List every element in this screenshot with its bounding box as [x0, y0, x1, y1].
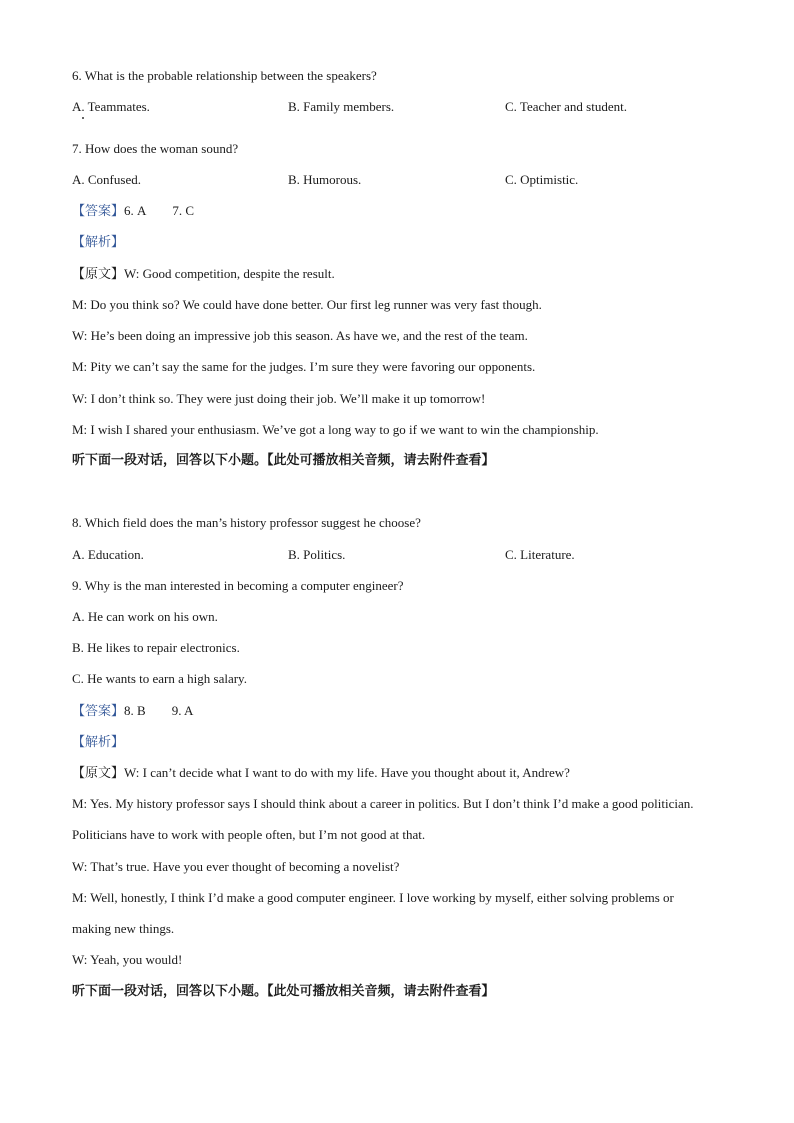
- answer-line-1: [72, 203, 194, 220]
- answer-line-2: [72, 703, 193, 720]
- question-7: 7. How does the woman sound?: [72, 141, 239, 156]
- transcript-1-line-4: M: Pity we can’t say the same for the judges. I’m sure they were favoring our opponents.: [72, 359, 536, 374]
- answer-6: 6. A: [124, 203, 147, 218]
- transcript-2-line-6: making new things.: [72, 921, 175, 936]
- transcript-1-line-3: W: He’s been doing an impressive job this season. As have we, and the rest of the team.: [72, 328, 528, 343]
- analysis-line-2: [72, 734, 124, 751]
- question-6: 6. What is the probable relationship between the speakers?: [72, 68, 377, 83]
- transcript-text: W: I can’t decide what I want to do with my life. Have you thought about it, Andrew?: [124, 765, 570, 780]
- transcript-2-line-4: W: That’s true. Have you ever thought of becoming a novelist?: [72, 859, 400, 874]
- q6-option-c: C. Teacher and student.: [505, 99, 627, 114]
- q7-option-c: C. Optimistic.: [505, 172, 579, 187]
- transcript-2-line-2: M: Yes. My history professor says I should think about a career in politics. But I don’t think I’d make a good politician.: [72, 796, 694, 811]
- question-9: 9. Why is the man interested in becoming a computer engineer?: [72, 578, 404, 593]
- q6-option-a: A. Teammates.: [72, 99, 150, 114]
- q8-option-a: A. Education.: [72, 547, 144, 562]
- answer-8: 8. B: [124, 703, 146, 718]
- question-8: 8. Which field does the man’s history professor suggest he choose?: [72, 515, 421, 530]
- transcript-1-line-6: M: I wish I shared your enthusiasm. We’ve got a long way to go if we want to win the championship.: [72, 422, 599, 437]
- transcript-2-line-5: M: Well, honestly, I think I’d make a good computer engineer. I love working by myself, either solving problems or: [72, 890, 674, 905]
- q9-option-a: A. He can work on his own.: [72, 609, 218, 624]
- q8-option-c: C. Literature.: [505, 547, 575, 562]
- instruction-2: 听下面一段对话，回答以下小题。【此处可播放相关音频，请去附件查看】: [72, 984, 495, 999]
- transcript-2-line-3: Politicians have to work with people often, but I’m not good at that.: [72, 827, 426, 842]
- instruction-1: 听下面一段对话，回答以下小题。【此处可播放相关音频，请去附件查看】: [72, 453, 495, 468]
- dot-mark: [82, 117, 84, 119]
- transcript-1-line-2: M: Do you think so? We could have done better. Our first leg runner was very fast though.: [72, 297, 542, 312]
- transcript-label: 【原文】: [72, 267, 125, 282]
- answer-label: 【答案】: [72, 204, 125, 219]
- q7-option-a: A. Confused.: [72, 172, 141, 187]
- answer-label: 【答案】: [72, 704, 125, 719]
- transcript-label: 【原文】: [72, 766, 125, 781]
- q8-option-b: B. Politics.: [288, 547, 346, 562]
- q6-option-b: B. Family members.: [288, 99, 395, 114]
- answer-9: 9. A: [171, 703, 194, 718]
- q7-option-b: B. Humorous.: [288, 172, 362, 187]
- q9-option-c: C. He wants to earn a high salary.: [72, 671, 247, 686]
- q9-option-b: B. He likes to repair electronics.: [72, 640, 240, 655]
- transcript-text: W: Good competition, despite the result.: [124, 266, 335, 281]
- analysis-line-1: [72, 234, 124, 251]
- answer-7: 7. C: [172, 203, 195, 218]
- analysis-label: 【解析】: [72, 735, 125, 750]
- transcript-2-line-7: W: Yeah, you would!: [72, 952, 183, 967]
- transcript-1-line-5: W: I don’t think so. They were just doing their job. We’ll make it up tomorrow!: [72, 391, 486, 406]
- transcript-1-line-1: [72, 266, 335, 283]
- transcript-2-line-1: [72, 765, 570, 782]
- analysis-label: 【解析】: [72, 235, 125, 250]
